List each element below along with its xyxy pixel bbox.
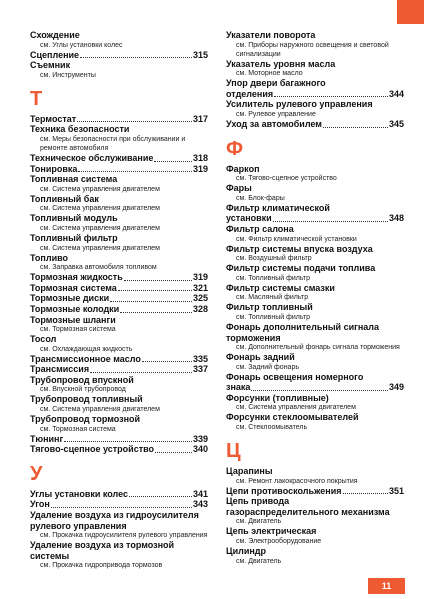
see-reference: см. Охлаждающая жидкость — [40, 345, 133, 353]
index-entry — [226, 322, 404, 352]
see-reference: см. Система управления двигателем — [40, 224, 160, 232]
index-term: Цепь электрическая — [226, 526, 317, 537]
index-term-row — [30, 283, 208, 294]
index-entry — [30, 354, 208, 365]
index-term: Тормозные шланги — [30, 314, 116, 325]
index-entry — [30, 253, 208, 273]
index-term: Фаркоп — [226, 163, 260, 174]
index-entry — [226, 119, 404, 130]
page-ref[interactable]: 339 — [192, 433, 208, 444]
page-ref[interactable]: 343 — [192, 499, 208, 510]
index-entry — [30, 213, 208, 233]
see-reference: см. Масляный фильтр — [236, 294, 309, 302]
index-term: Трубопровод тормозной — [30, 414, 141, 425]
index-term: Форсунки (топливные) — [226, 392, 329, 403]
section-letter: Ц — [226, 440, 241, 463]
index-term: Царапины — [226, 466, 273, 477]
index-entry — [30, 293, 208, 304]
page-number-badge: 11 — [368, 578, 405, 594]
index-term: Фары — [226, 183, 252, 194]
index-term: Тюнинг — [30, 433, 64, 444]
see-reference: см. Тормозная система — [40, 326, 116, 334]
index-term: Тормозные диски — [30, 293, 110, 304]
see-reference: см. Рулевое управление — [236, 110, 316, 118]
index-term-row — [30, 153, 208, 164]
index-term: Сцепление — [30, 49, 80, 60]
index-term-row — [30, 354, 208, 365]
see-reference: см. Приборы наружного освещения и световой сигнализации — [236, 41, 389, 58]
see-reference: см. Стеклоомыватель — [236, 424, 308, 432]
index-term: Техническое обслуживание — [30, 152, 154, 163]
index-entry — [30, 124, 208, 153]
index-entry — [226, 164, 404, 184]
dot-leader — [251, 389, 388, 391]
index-term: Тормозная жидкость — [30, 272, 123, 283]
dot-leader — [274, 95, 388, 97]
see-reference: см. Система управления двигателем — [40, 244, 160, 252]
index-term: Углы установки колес — [30, 488, 129, 499]
index-entry — [226, 352, 404, 372]
page-ref[interactable]: 351 — [388, 485, 404, 496]
page-ref[interactable]: 345 — [388, 118, 404, 129]
see-reference: см. Дополнительный фонарь сигнала торможения — [236, 344, 400, 352]
index-entry — [226, 203, 404, 224]
see-reference: см. Моторное масло — [236, 70, 303, 78]
dot-leader — [77, 120, 192, 122]
page-ref[interactable]: 318 — [192, 152, 208, 163]
index-term: Тосол — [30, 334, 57, 345]
index-term-row — [30, 114, 208, 125]
index-term: Фильтр системы подачи топлива — [226, 263, 376, 274]
index-entry — [30, 434, 208, 445]
index-term: Фонарь задний — [226, 352, 295, 363]
index-entry — [226, 30, 404, 59]
see-reference: см. Ремонт лакокрасочного покрытия — [236, 477, 358, 485]
index-entry — [30, 30, 208, 50]
page-ref[interactable]: 315 — [192, 49, 208, 60]
see-reference: см. Тормозная система — [40, 425, 116, 433]
index-entry — [30, 233, 208, 253]
index-entry — [226, 263, 404, 283]
see-reference: см. Впускной трубопровод — [40, 386, 126, 394]
index-term: Фонарь освещения номерного — [226, 371, 364, 382]
dot-leader — [142, 360, 192, 362]
see-reference: см. Топливный фильтр — [236, 313, 311, 321]
index-term: Топливо — [30, 252, 69, 263]
page-ref[interactable]: 348 — [388, 213, 404, 224]
see-reference: см. Прокачка гидропривода тормозов — [40, 562, 163, 570]
page-ref[interactable]: 319 — [192, 272, 208, 283]
index-entry — [30, 394, 208, 414]
index-entry — [226, 496, 404, 526]
index-term: Схождение — [30, 30, 80, 40]
index-term: Трубопровод впускной — [30, 374, 134, 385]
index-entry — [30, 489, 208, 500]
index-entry — [30, 364, 208, 375]
index-term: Тонировка — [30, 163, 78, 174]
index-entry — [30, 315, 208, 335]
index-entry — [226, 99, 404, 119]
index-term: Техника безопасности — [30, 124, 130, 135]
index-term: Топливный модуль — [30, 213, 118, 224]
index-term-continued: знака — [226, 382, 251, 393]
index-term-row — [226, 89, 404, 100]
index-term-row — [30, 164, 208, 175]
index-term: Тягово-сцепное устройство — [30, 444, 155, 455]
dot-leader — [154, 160, 192, 162]
index-entry — [30, 510, 208, 540]
index-entry — [30, 272, 208, 283]
index-entry — [226, 466, 404, 486]
index-entry — [30, 375, 208, 395]
dot-leader — [118, 289, 192, 291]
see-reference: см. Меры безопасности при обслуживании и ремонте автомобиля — [40, 135, 186, 152]
section-letter: Ф — [226, 137, 244, 160]
see-reference: см. Воздушный фильтр — [236, 255, 312, 263]
dot-leader — [80, 56, 192, 58]
index-term-row — [226, 486, 404, 497]
index-entry — [30, 60, 208, 80]
index-term: Трансмиссия — [30, 364, 90, 375]
index-entry — [226, 393, 404, 413]
see-reference: см. Двигатель — [236, 557, 282, 565]
index-term: Тормозная система — [30, 282, 117, 293]
index-entry — [30, 444, 208, 455]
dot-leader — [120, 311, 192, 313]
index-entry — [30, 283, 208, 294]
corner-accent-block — [397, 0, 424, 24]
index-term: Указатели поворота — [226, 30, 316, 40]
index-term-row — [30, 304, 208, 315]
index-term-row — [30, 499, 208, 510]
index-term-row — [30, 434, 208, 445]
page-ref[interactable]: 325 — [192, 293, 208, 304]
see-reference: см. Углы установки колес — [40, 41, 123, 49]
index-term-row — [30, 489, 208, 500]
index-term: Удаление воздуха из гидроусилителя рулевого управления — [30, 510, 199, 531]
see-reference: см. Система управления двигателем — [236, 404, 356, 412]
page-ref[interactable]: 340 — [192, 444, 208, 455]
see-reference: см. Электрооборудование — [236, 538, 322, 546]
see-reference: см. Тягово-сцепное устройство — [236, 175, 337, 183]
page-ref[interactable]: 317 — [192, 113, 208, 124]
index-entry — [30, 194, 208, 214]
index-entry — [226, 302, 404, 322]
index-entry — [226, 244, 404, 264]
index-term: Фонарь дополнительный сигнала торможения — [226, 321, 380, 343]
index-entry — [226, 486, 404, 497]
page-ref[interactable]: 341 — [192, 488, 208, 499]
see-reference: см. Топливный фильтр — [236, 274, 311, 282]
index-entry — [30, 164, 208, 175]
see-reference: см. Прокачка гидроусилителя рулевого управления — [40, 532, 208, 540]
index-term: Фильтр системы смазки — [226, 282, 335, 293]
see-reference: см. Система управления двигателем — [40, 205, 160, 213]
index-term: Топливная система — [30, 174, 118, 185]
index-term: Топливный бак — [30, 193, 99, 204]
index-term: Трубопровод топливный — [30, 394, 143, 405]
index-column-right — [226, 30, 404, 566]
dot-leader — [155, 451, 192, 453]
index-entry — [30, 50, 208, 61]
see-reference: см. Фильтр климатической установки — [236, 235, 357, 243]
page-ref[interactable]: 349 — [388, 382, 404, 393]
index-entry — [30, 334, 208, 354]
index-entry — [30, 540, 208, 570]
index-term-row — [226, 382, 404, 393]
page-ref[interactable]: 335 — [192, 353, 208, 364]
page-ref[interactable]: 344 — [388, 88, 404, 99]
index-entry — [30, 174, 208, 194]
dot-leader — [343, 492, 388, 494]
index-entry — [226, 59, 404, 79]
dot-leader — [129, 495, 192, 497]
index-term: Фильтр системы впуска воздуха — [226, 243, 373, 254]
index-term-row — [226, 213, 404, 224]
dot-leader — [78, 170, 192, 172]
see-reference: см. Блок-фары — [236, 194, 285, 202]
index-entry — [226, 183, 404, 203]
page-ref[interactable]: 337 — [192, 364, 208, 375]
index-entry — [30, 114, 208, 125]
see-reference: см. Двигатель — [236, 518, 282, 526]
index-entry — [226, 546, 404, 566]
index-term-continued: установки — [226, 213, 272, 224]
index-term: Удаление воздуха из тормозной системы — [30, 540, 175, 561]
index-entry — [226, 372, 404, 393]
index-term: Упор двери багажного — [226, 78, 326, 89]
see-reference: см. Система управления двигателем — [40, 185, 160, 193]
index-entry — [30, 414, 208, 434]
see-reference: см. Инструменты — [40, 71, 96, 79]
dot-leader — [323, 126, 388, 128]
index-term-row — [30, 272, 208, 283]
index-entry — [226, 78, 404, 99]
index-term: Цилиндр — [226, 546, 267, 557]
page-ref[interactable]: 319 — [192, 163, 208, 174]
index-term: Цепи противоскольжения — [226, 485, 342, 496]
dot-leader — [90, 371, 192, 373]
page-ref[interactable]: 321 — [192, 282, 208, 293]
dot-leader — [64, 440, 192, 442]
index-entry — [226, 283, 404, 303]
index-term-row — [30, 293, 208, 304]
index-term: Трансмиссионное масло — [30, 353, 141, 364]
index-term: Фильтр топливный — [226, 302, 313, 313]
index-column-left — [30, 30, 208, 570]
see-reference: см. Задний фонарь — [236, 363, 299, 371]
dot-leader — [110, 300, 192, 302]
dot-leader — [51, 506, 192, 508]
section-letter: У — [30, 462, 43, 485]
index-term: Уход за автомобилем — [226, 118, 322, 129]
index-term: Форсунки стеклоомывателей — [226, 412, 359, 423]
index-term-row — [30, 50, 208, 61]
index-entry — [30, 153, 208, 164]
section-letter: Т — [30, 87, 43, 110]
index-term-row — [226, 119, 404, 130]
index-term: Цепь привода газораспределительного механизма — [226, 496, 390, 517]
index-term-row — [30, 364, 208, 375]
index-entry — [226, 526, 404, 546]
index-term: Фильтр салона — [226, 223, 294, 234]
index-entry — [226, 224, 404, 244]
index-term-row — [30, 444, 208, 455]
index-term: Тормозные колодки — [30, 303, 120, 314]
index-entry — [30, 304, 208, 315]
index-term: Топливный фильтр — [30, 232, 118, 243]
index-term: Указатель уровня масла — [226, 58, 336, 69]
index-term-continued: отделения — [226, 88, 274, 99]
page-ref[interactable]: 328 — [192, 303, 208, 314]
see-reference: см. Система управления двигателем — [40, 406, 160, 414]
index-term: Съемник — [30, 60, 71, 71]
dot-leader — [273, 220, 388, 222]
index-entry — [30, 499, 208, 510]
index-term: Фильтр климатической — [226, 202, 330, 213]
index-entry — [226, 412, 404, 432]
dot-leader — [124, 279, 192, 281]
see-reference: см. Заправка автомобиля топливом — [40, 264, 157, 272]
index-term: Угон — [30, 499, 50, 510]
index-term: Термостат — [30, 113, 77, 124]
index-term: Усилитель рулевого управления — [226, 99, 373, 110]
